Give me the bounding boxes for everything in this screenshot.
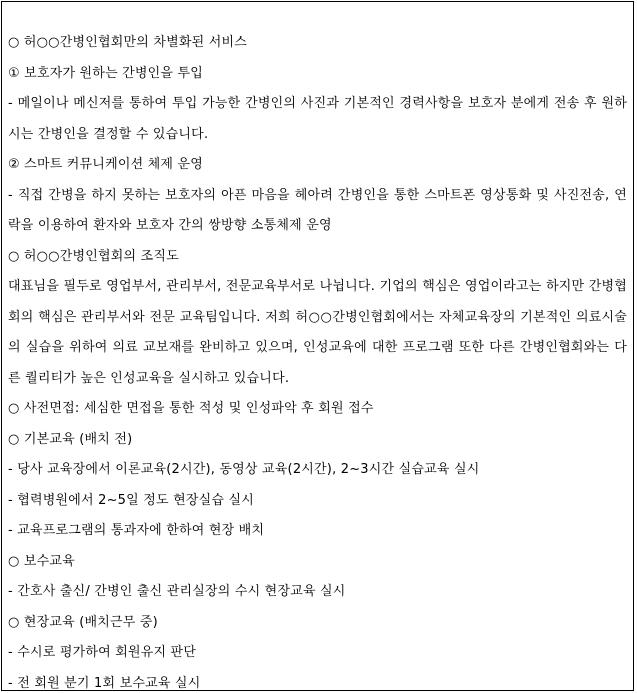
list-item-theory-training: - 당사 교육장에서 이론교육(2시간), 동영상 교육(2시간), 2~3시간 실습교육 실시 (8, 462, 480, 477)
section-heading-organization: ○ 허○○간병인협회의 조직도 (8, 248, 179, 264)
document-body (8, 28, 627, 691)
list-item-field-practice: - 협력병원에서 2~5일 정도 현장실습 실시 (8, 492, 254, 508)
paragraph-smart-communication: - 직접 간병을 하지 못하는 보호자의 아픈 마음을 헤아려 간병인을 통한 스마트폰 영상통화 및 사진전송, 연락을 이용하여 환자와 보호자 간의 쌍방향 소통체제 운영 (8, 187, 627, 233)
section-heading-differentiated-services: ○ 허○○간병인협회만의 차별화된 서비스 (8, 35, 247, 50)
subheading-caregiver-matching: ① 보호자가 원하는 간병인을 투입 (8, 65, 204, 81)
document-frame (1, 1, 634, 691)
paragraph-organization: 대표님을 필두로 영업부서, 관리부서, 전문교육부서로 나뉩니다. 기업의 핵심은 영업이라고는 하지만 간병협회의 핵심은 관리부서와 전문 교육팀입니다. 저희 허○○간병인협회에서는 자체교육장의 기본적인 의료시술의 실습을 위하여 의료 교보재를 완비하고 있으며, 인성교육에 대한 프로그램 또한 다른 간병인협회와는 다른 퀄리티가 높은 인성교육을 실시하고 있습니다. (8, 279, 627, 386)
item-pre-interview: ○ 사전면접: 세심한 면접을 통한 적성 및 인성파악 후 회원 접수 (8, 401, 374, 416)
list-item-field-placement: - 교육프로그램의 통과자에 한하여 현장 배치 (8, 523, 265, 538)
section-heading-basic-training: ○ 기본교육 (배치 전) (8, 431, 133, 447)
section-heading-refresher-training: ○ 보수교육 (8, 553, 75, 569)
section-heading-onsite-training: ○ 현장교육 (배치근무 중) (8, 614, 158, 630)
subheading-smart-communication: ② 스마트 커뮤니케이션 체제 운영 (8, 157, 204, 172)
list-item-quarterly-training: - 전 회원 분기 1회 보수교육 실시 (8, 675, 201, 691)
paragraph-caregiver-matching: - 메일이나 메신저를 통하여 투입 가능한 간병인의 사진과 기본적인 경력사항을 보호자 분에게 전송 후 원하시는 간병인을 결정할 수 있습니다. (8, 96, 627, 142)
list-item-manager-training: - 간호사 출신/ 간병인 출신 관리실장의 수시 현장교육 실시 (8, 584, 346, 599)
list-item-evaluation: - 수시로 평가하여 회원유지 판단 (8, 645, 197, 660)
